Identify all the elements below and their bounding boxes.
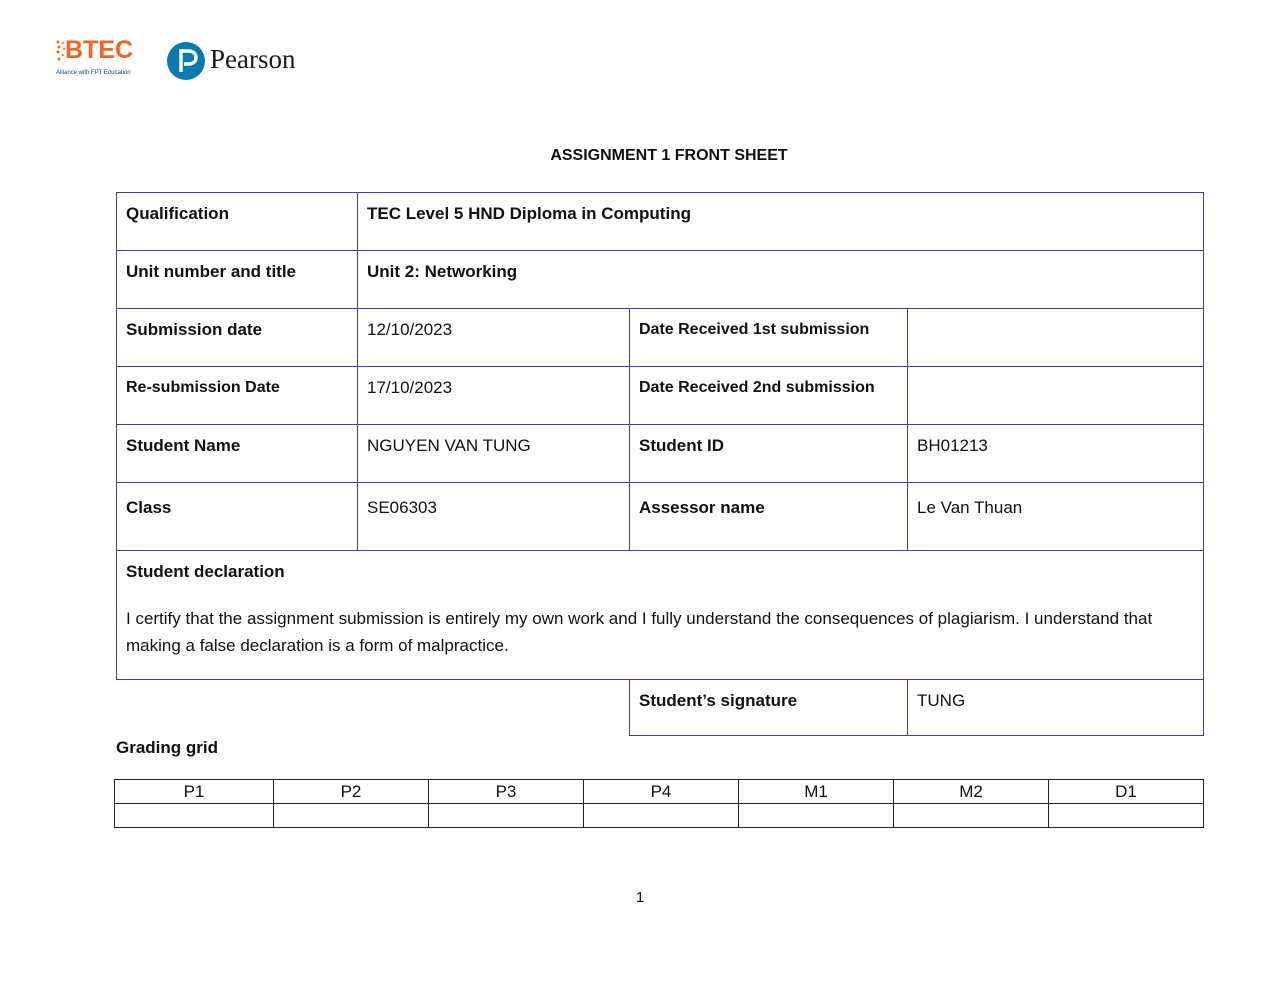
date-received-2-value <box>908 367 1204 425</box>
grade-value-m2 <box>894 804 1049 828</box>
grade-value-p1 <box>115 804 274 828</box>
declaration-cell <box>117 551 1204 680</box>
grade-value-m1 <box>739 804 894 828</box>
pearson-logo <box>167 40 317 82</box>
unit-row <box>117 251 1204 309</box>
submission-date-value: 12/10/2023 <box>358 309 630 367</box>
grade-header-p3: P3 <box>429 780 584 804</box>
submission-date-label: Submission date <box>117 309 358 367</box>
class-label: Class <box>117 483 358 551</box>
qualification-label: Qualification <box>117 193 358 251</box>
pearson-wordmark: Pearson <box>210 44 296 74</box>
class-row <box>117 483 1204 551</box>
declaration-text: I certify that the assignment submission is entirely my own work and I fully understand the consequences of plagiarism. I understand that making a false declaration is a form of malpractice. <box>126 609 1153 655</box>
student-row <box>117 425 1204 483</box>
student-id-label: Student ID <box>630 425 908 483</box>
btec-tagline: Alliance with FPT Education <box>56 70 131 76</box>
date-received-2-label: Date Received 2nd submission <box>630 367 908 425</box>
assessor-value: Le Van Thuan <box>908 483 1204 551</box>
grade-header-d1: D1 <box>1049 780 1204 804</box>
btec-wordmark: BTEC <box>65 36 134 64</box>
grade-value-p4 <box>584 804 739 828</box>
date-received-1-label: Date Received 1st submission <box>630 309 908 367</box>
resubmission-date-value: 17/10/2023 <box>358 367 630 425</box>
declaration-heading: Student declaration <box>126 562 285 581</box>
signature-value: TUNG <box>908 680 1204 736</box>
student-name-value: NGUYEN VAN TUNG <box>358 425 630 483</box>
student-id-value: BH01213 <box>908 425 1204 483</box>
declaration-row <box>117 551 1204 680</box>
student-name-label: Student Name <box>117 425 358 483</box>
grading-value-row <box>115 804 1204 828</box>
signature-label: Student’s signature <box>630 680 908 736</box>
unit-label: Unit number and title <box>117 251 358 309</box>
grading-grid-title: Grading grid <box>116 738 218 757</box>
unit-value: Unit 2: Networking <box>358 251 1204 309</box>
grade-header-p2: P2 <box>274 780 429 804</box>
date-received-1-value <box>908 309 1204 367</box>
qualification-value: TEC Level 5 HND Diploma in Computing <box>358 193 1204 251</box>
grade-header-p1: P1 <box>115 780 274 804</box>
class-value: SE06303 <box>358 483 630 551</box>
grading-grid-table <box>114 779 1204 828</box>
grade-value-p3 <box>429 804 584 828</box>
front-sheet-table <box>116 192 1204 736</box>
signature-spacer <box>117 680 630 736</box>
grade-value-d1 <box>1049 804 1204 828</box>
resubmission-row <box>117 367 1204 425</box>
grade-value-p2 <box>274 804 429 828</box>
page-title: ASSIGNMENT 1 FRONT SHEET <box>550 147 788 164</box>
grade-header-p4: P4 <box>584 780 739 804</box>
pearson-p-icon <box>167 40 205 82</box>
submission-row <box>117 309 1204 367</box>
grade-header-m2: M2 <box>894 780 1049 804</box>
grading-header-row <box>115 780 1204 804</box>
btec-logo <box>55 36 145 86</box>
grade-header-m1: M1 <box>739 780 894 804</box>
signature-row <box>117 680 1204 736</box>
qualification-row <box>117 193 1204 251</box>
page-number: 1 <box>635 889 645 906</box>
assessor-label: Assessor name <box>630 483 908 551</box>
resubmission-date-label: Re-submission Date <box>117 367 358 425</box>
